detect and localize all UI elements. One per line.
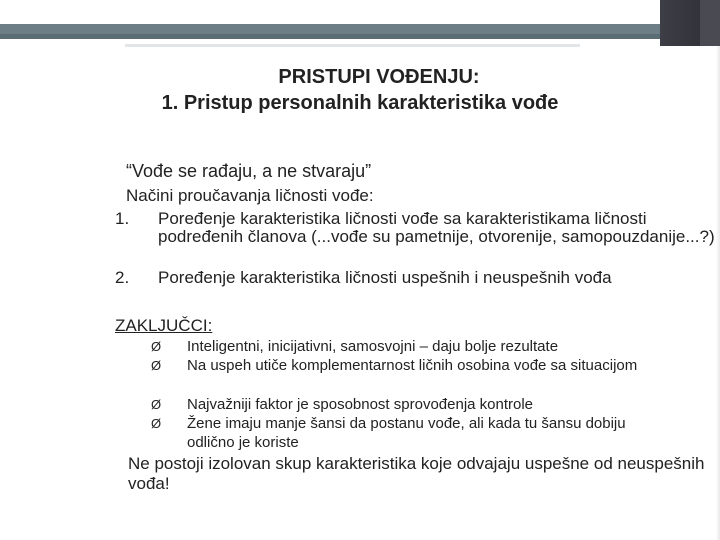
slide-title-line2: 1. Pristup personalnih karakteristika vođe	[161, 92, 559, 114]
slide-top-band	[0, 0, 720, 24]
header-stripe-secondary	[0, 34, 720, 39]
arrow-bullet-icon: Ø	[151, 339, 162, 354]
slide-title-line1: PRISTUPI VOĐENJU:	[278, 66, 480, 88]
conclusion-text: Inteligentni, inicijativni, samosvojni – daju bolje rezultate	[187, 338, 559, 355]
conclusion-text: Žene imaju manje šansi da postanu vođe, ali kada tu šansu dobiju odlično je koriste	[187, 415, 626, 451]
final-statement: Ne postoji izolovan skup karakteristika koje odvajaju uspešne od neuspešnih vođa!	[128, 454, 705, 493]
conclusion-text: Najvažniji faktor je sposobnost sprovođenja kontrole	[187, 396, 534, 413]
arrow-bullet-icon: Ø	[151, 416, 162, 431]
methods-heading: Načini proučavanja ličnosti vođe:	[126, 186, 374, 205]
method-text: Poređenje karakteristika ličnosti uspešnih i neuspešnih vođa	[158, 268, 612, 287]
arrow-bullet-icon: Ø	[151, 358, 162, 373]
arrow-bullet-icon: Ø	[151, 397, 162, 412]
method-number: 1.	[115, 209, 130, 228]
slide-title	[0, 64, 720, 116]
method-text: Poređenje karakteristika ličnosti vođe sa karakteristikama ličnosti podređenih članova (...vođe su pametnije, otvorenije, samopouzdanije...?)	[158, 209, 715, 246]
header-stripe	[0, 24, 720, 34]
quote-text: “Vođe se rađaju, a ne stvaraju”	[126, 161, 372, 181]
slide-right-edge	[716, 46, 720, 540]
header-corner-accent	[700, 0, 720, 46]
title-accent-bar	[125, 44, 580, 47]
method-number: 2.	[115, 268, 130, 287]
conclusions-heading: ZAKLJUČCI:	[115, 316, 213, 335]
conclusion-text: Na uspeh utiče komplementarnost ličnih osobina vođe sa situacijom	[187, 357, 638, 374]
